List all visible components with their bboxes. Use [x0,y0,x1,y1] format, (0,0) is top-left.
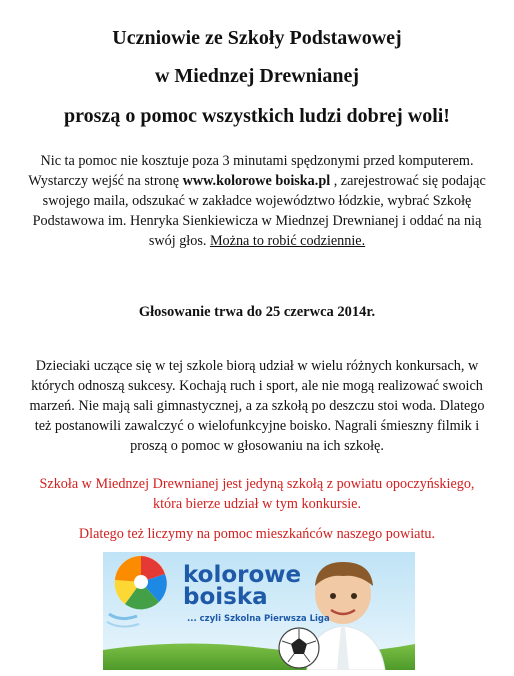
intro-paragraph [22,151,492,251]
intro-line-2-end: , zarejestrować się podając [330,173,486,189]
intro-line-5-start: swój głos. [148,233,210,249]
story-line-4: też postanowili zawalczyć o wielofunkcyjne boisko. Nagrali śmieszny filmik i [34,418,480,434]
intro-line-2 [22,171,492,191]
brand-name-line-1: kolorowe [183,562,302,588]
intro-line-1: Nic ta pomoc nie kosztuje poza 3 minutami spędzonymi przed komputerem. [40,153,474,169]
brand-logo-text [183,564,301,608]
headline-line-3: proszą o pomoc wszystkich ludzi dobrej woli! [64,105,450,127]
intro-line-3: swojego maila, odszukać w zakładce województwo łódzkie, wybrać Szkołę [42,193,472,209]
headline-line-1: Uczniowie ze Szkoły Podstawowej [112,27,402,49]
kolorowe-boiska-banner[interactable] [103,552,415,670]
website-link[interactable]: www.kolorowe boiska.pl [182,173,331,189]
colorful-ball-icon [115,556,167,609]
brand-name-line-2: boiska [183,584,268,610]
intro-line-4: Podstawowa im. Henryka Sienkiewicza w Miednzej Drewnianej i oddać na nią [32,213,482,229]
story-line-2: których odnoszą sukcesy. Kochają ruch i sport, ale nie mogą realizować swoich [31,378,483,394]
voting-deadline: Głosowanie trwa do 25 czerwca 2014r. [138,304,376,320]
appeal-line: Dlatego też liczymy na pomoc mieszkańców naszego powiatu. [78,526,436,542]
headline-line-2: w Miednzej Drewnianej [154,65,360,87]
story-paragraph [22,356,492,456]
story-line-3: marzeń. Nie mają sali gimnastycznej, a za szkołą po deszczu stoi woda. Dlatego [29,398,485,414]
intro-line-5 [22,231,492,251]
highlight-line-2: która bierze udział w tym konkursie. [152,496,362,512]
daily-voting-note: Można to robić codziennie. [209,233,366,249]
highlight-line-1: Szkoła w Miednzej Drewnianej jest jedyną szkołą z powiatu opoczyńskiego, [39,476,475,492]
intro-line-2-start: Wystarczy wejść na stronę [28,173,183,189]
brand-tagline: ... czyli Szkolna Pierwsza Liga [187,614,330,624]
soccer-ball-icon [279,628,319,668]
story-line-5: proszą o pomoc w głosowaniu na ich szkołę. [130,438,384,454]
story-line-1: Dzieciaki uczące się w tej szkole biorą udział w wielu różnych konkursach, w [35,358,479,374]
highlight-paragraph [22,474,492,514]
